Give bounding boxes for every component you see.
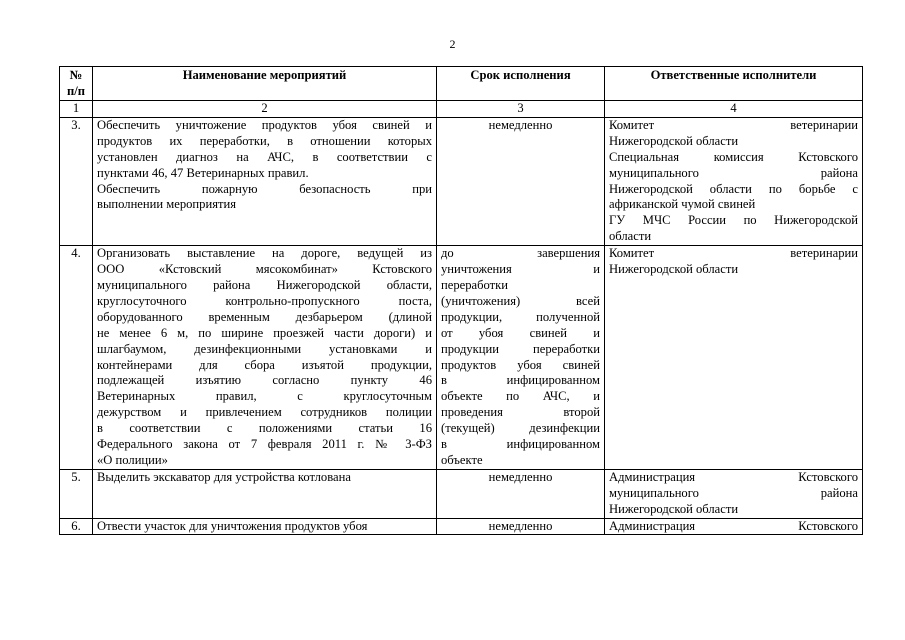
measure-text — [93, 469, 437, 518]
deadline-text-line: продукции переработки — [441, 341, 600, 356]
responsible-text — [605, 469, 863, 518]
column-number: 3 — [437, 101, 605, 118]
deadline-text-line: в инфицированном — [441, 373, 600, 388]
column-number: 1 — [60, 101, 93, 118]
responsible-text-line: Администрация Кстовского — [609, 469, 858, 484]
deadline-text — [437, 246, 605, 470]
measure-text-line: установлен диагноз на АЧС, в соответствии с — [97, 149, 432, 164]
deadline-text-line: (уничтожения) всей — [441, 293, 600, 308]
column-number: 2 — [93, 101, 437, 118]
table-header-row — [60, 67, 863, 101]
responsible-text-line: муниципального района — [609, 165, 858, 180]
column-numbers-row — [60, 101, 863, 118]
measure-text — [93, 518, 437, 535]
row-number: 4. — [60, 246, 93, 470]
measure-text-line: Обеспечить уничтожение продуктов убоя свиней и — [97, 117, 432, 132]
measure-text-line: не менее 6 м, по ширине проезжей части дороги) и — [97, 325, 432, 340]
measure-text-line: ООО «Кстовский мясокомбинат» Кстовского — [97, 262, 432, 277]
responsible-text-line: Нижегородской области по борьбе с — [609, 181, 858, 196]
page-number: 2 — [449, 37, 456, 51]
responsible-text-line: африканской чумой свиней — [609, 197, 756, 212]
measure-text-line: дежурством и привлечением сотрудников полиции — [97, 405, 432, 420]
deadline-text-line: объекте — [441, 452, 483, 467]
deadline-text-line: уничтожения и — [441, 262, 600, 277]
deadline-text — [437, 518, 605, 535]
measure-text-line: муниципального района Нижегородской области, — [97, 277, 432, 292]
deadline-text-line: объекте по АЧС, и — [441, 389, 600, 404]
responsible-text-line: области — [609, 229, 652, 244]
responsible-text — [605, 246, 863, 470]
responsible-text-line: Нижегородской области — [609, 262, 739, 277]
header-num — [60, 67, 93, 101]
deadline-text-line: переработки — [441, 277, 509, 292]
responsible-text-line: муниципального района — [609, 485, 858, 500]
measure-text-line: шлагбаумом, дезинфекционными установками и — [97, 341, 432, 356]
row-number: 3. — [60, 117, 93, 245]
measure-text-line: контейнерами для сбора изъятой продукции, — [97, 357, 432, 372]
deadline-text-line: немедленно — [488, 117, 553, 132]
deadline-text-line: (текущей) дезинфекции — [441, 421, 600, 436]
measure-text-line: пунктами 46, 47 Ветеринарных правил. — [97, 165, 309, 180]
responsible-text-line: Комитет ветеринарии — [609, 117, 858, 132]
measure-text-line: Ветеринарных правил, с круглосуточным — [97, 389, 432, 404]
deadline-text-line: немедленно — [488, 518, 553, 533]
measure-text-line: Обеспечить пожарную безопасность при — [97, 181, 432, 196]
measure-text — [93, 246, 437, 470]
deadline-text — [437, 469, 605, 518]
responsible-text-line: Нижегородской области — [609, 133, 739, 148]
table-row — [60, 518, 863, 535]
table-body — [60, 117, 863, 535]
responsible-text-line: Нижегородской области — [609, 501, 739, 516]
table-row — [60, 246, 863, 470]
measure-text-line: Выделить экскаватор для устройства котлована — [97, 469, 351, 484]
deadline-text-line: в инфицированном — [441, 437, 600, 452]
measure-text-line: продуктов их переработки, в отношении которых — [97, 133, 432, 148]
header-num-line: № — [69, 68, 83, 82]
deadline-text-line: до завершения — [441, 246, 600, 261]
measure-text-line: круглосуточного контрольно-пропускного поста, — [97, 293, 432, 308]
responsible-text-line: Специальная комиссия Кстовского — [609, 149, 858, 164]
table-row — [60, 469, 863, 518]
row-number: 5. — [60, 469, 93, 518]
header-num-line: п/п — [66, 83, 85, 98]
responsible-text — [605, 518, 863, 535]
measure-text-line: «О полиции» — [97, 452, 168, 467]
measure-text-line: подлежащей изъятию согласно пункту 46 — [97, 373, 432, 388]
deadline-text-line: проведения второй — [441, 405, 600, 420]
responsible-text-line: ГУ МЧС России по Нижегородской — [609, 213, 858, 228]
measure-text-line: оборудованного временным дезбарьером (длиной — [97, 309, 432, 324]
table-row — [60, 117, 863, 245]
row-number: 6. — [60, 518, 93, 535]
header-responsible: Ответственные исполнители — [605, 67, 863, 101]
responsible-text-line: Администрация Кстовского — [609, 518, 858, 533]
measure-text-line: Федерального закона от 7 февраля 2011 г. № 3-ФЗ — [97, 437, 432, 452]
deadline-text-line: продуктов убоя свиней — [441, 357, 600, 372]
responsible-text-line: Комитет ветеринарии — [609, 246, 858, 261]
measure-text-line: Отвести участок для уничтожения продуктов убоя — [97, 518, 368, 533]
measure-text-line: выполнении мероприятия — [97, 197, 237, 212]
deadline-text-line: от убоя свиней и — [441, 325, 600, 340]
measure-text-line: в соответствии с положениями статьи 16 — [97, 421, 432, 436]
deadline-text-line: немедленно — [488, 469, 553, 484]
measures-table — [59, 66, 863, 535]
column-number: 4 — [605, 101, 863, 118]
header-name: Наименование мероприятий — [93, 67, 437, 101]
measure-text-line: Организовать выставление на дороге, ведущей из — [97, 246, 432, 261]
deadline-text — [437, 117, 605, 245]
measure-text — [93, 117, 437, 245]
deadline-text-line: продукции, полученной — [441, 309, 600, 324]
header-deadline: Срок исполнения — [437, 67, 605, 101]
responsible-text — [605, 117, 863, 245]
